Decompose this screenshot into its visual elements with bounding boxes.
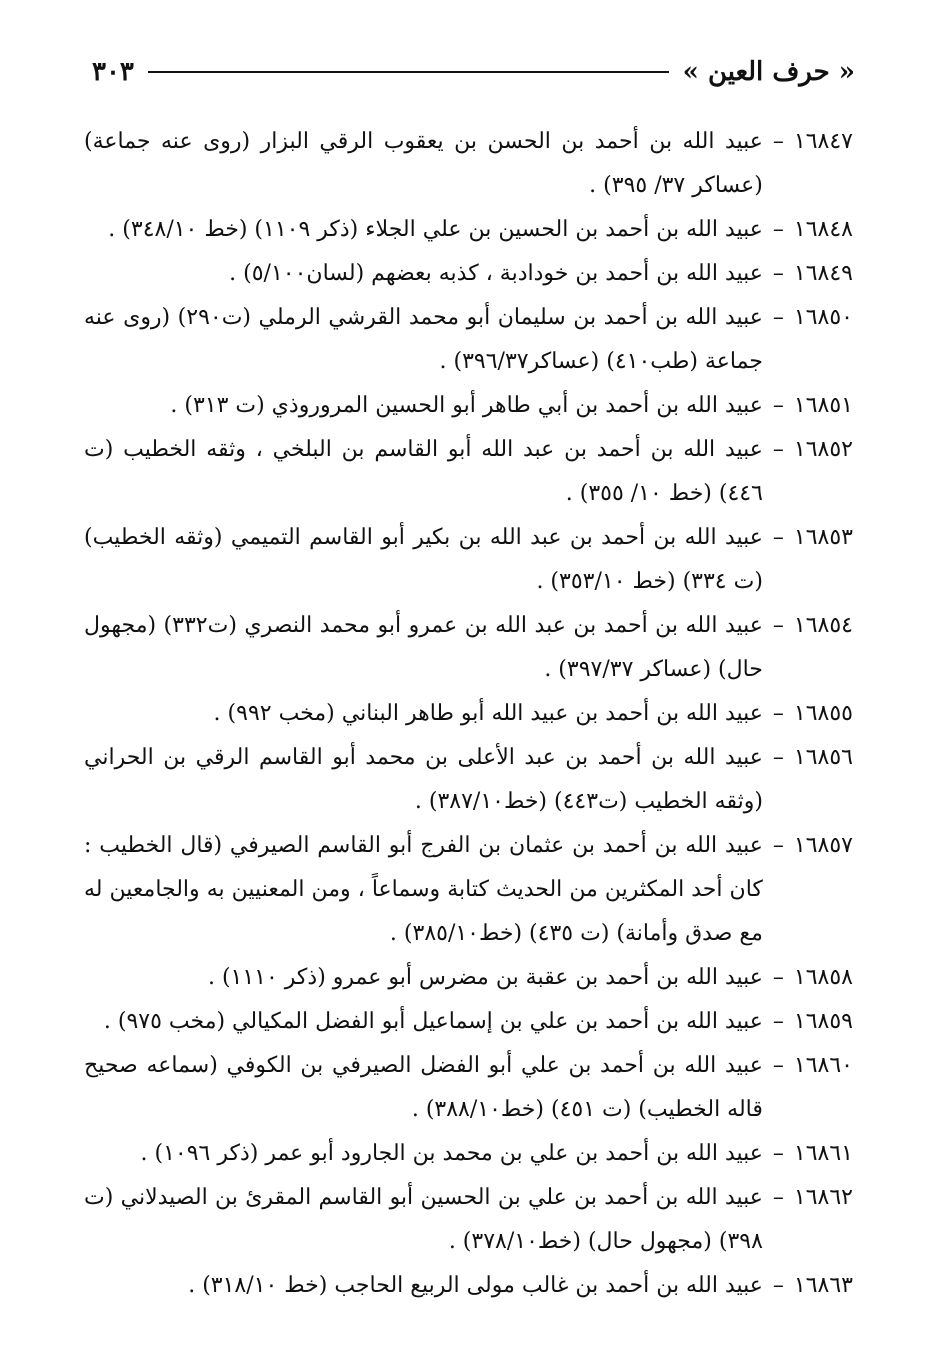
entry-dash: – [772, 745, 784, 770]
header-rule [148, 71, 669, 73]
entry-text: عبيد الله بن أحمد بن عبد الأعلى بن محمد أبو القاسم الرقي بن الحراني (وثقه الخطيب (ت٤٤٣) (خط٣٨٧/١٠) . [84, 745, 763, 814]
entry-item [84, 736, 853, 824]
entry-number: ١٦٨٦١ [793, 1141, 853, 1166]
entry-item [84, 692, 853, 736]
entry-number: ١٦٨٤٨ [793, 217, 853, 242]
entry-text: عبيد الله بن أحمد بن سليمان أبو محمد القرشي الرملي (ت٢٩٠) (روى عنه جماعة (طب٤١٠) (عساكر٣٩٦/٣٧) . [84, 305, 763, 374]
entry-number: ١٦٨٥٣ [793, 525, 853, 550]
entry-text: عبيد الله بن أحمد بن غالب مولى الربيع الحاجب (خط ٣١٨/١٠) . [188, 1273, 763, 1298]
entry-number: ١٦٨٥٥ [793, 701, 853, 726]
chapter-title: « حرف العين » [682, 57, 855, 87]
entry-dash: – [772, 833, 784, 858]
entry-text: عبيد الله بن أحمد بن عبد الله بن عمرو أبو محمد النصري (ت٣٣٢) (مجهول حال) (عساكر ٣٩٧/٣٧) . [84, 613, 763, 682]
entry-item [84, 384, 853, 428]
entry-item [84, 516, 853, 604]
entry-dash: – [772, 701, 784, 726]
entry-dash: – [772, 965, 784, 990]
entry-text: عبيد الله بن أحمد بن علي بن إسماعيل أبو الفضل المكيالي (مخب ٩٧٥) . [103, 1009, 763, 1034]
entry-text: عبيد الله بن أحمد بن عثمان بن الفرج أبو القاسم الصيرفي (قال الخطيب : كان أحد المكثرين من الحديث كتابة وسماعاً ، ومن المعنيين به والجامعين له مع صدق وأمانة) (ت ٤٣٥) (خط٣٨٥/١٠) . [84, 833, 763, 946]
entry-text: عبيد الله بن أحمد بن علي بن الحسين أبو القاسم المقرئ بن الصيدلاني (ت ٣٩٨) (مجهول حال) (خط٣٧٨/١٠) . [84, 1185, 763, 1254]
entry-item [84, 1264, 853, 1308]
entry-item [84, 1176, 853, 1264]
entry-dash: – [772, 129, 784, 154]
entry-item [84, 604, 853, 692]
entry-text: عبيد الله بن أحمد بن عبيد الله أبو طاهر البناني (مخب ٩٩٢) . [213, 701, 763, 726]
entry-text: عبيد الله بن أحمد بن عبد الله أبو القاسم بن البلخي ، وثقه الخطيب (ت ٤٤٦) (خط ١٠/ ٣٥٥) . [84, 437, 763, 506]
entry-number: ١٦٨٦٣ [793, 1273, 853, 1298]
entry-item [84, 428, 853, 516]
entry-dash: – [772, 1185, 784, 1210]
page-number: ٣٠٣ [92, 57, 134, 87]
entry-text: عبيد الله بن أحمد بن عقبة بن مضرس أبو عمرو (ذكر ١١١٠) . [207, 965, 763, 990]
entry-number: ١٦٨٥١ [793, 393, 853, 418]
entry-item [84, 1000, 853, 1044]
entry-text: عبيد الله بن أحمد بن خودادبة ، كذبه بعضهم (لسان٥/١٠٠) . [229, 261, 763, 286]
page-header [92, 52, 855, 92]
entry-text: عبيد الله بن أحمد بن الحسين بن علي الجلاء (ذكر ١١٠٩) (خط ٣٤٨/١٠) . [108, 217, 763, 242]
entry-dash: – [772, 1141, 784, 1166]
entry-dash: – [772, 217, 784, 242]
entry-number: ١٦٨٥٤ [793, 613, 853, 638]
entry-item [84, 1132, 853, 1176]
entry-number: ١٦٨٦٠ [793, 1053, 853, 1078]
entry-dash: – [772, 305, 784, 330]
entry-item [84, 252, 853, 296]
entry-item [84, 824, 853, 956]
entry-dash: – [772, 613, 784, 638]
entry-dash: – [772, 437, 784, 462]
entry-item [84, 208, 853, 252]
entry-text: عبيد الله بن أحمد بن عبد الله بن بكير أبو القاسم التميمي (وثقه الخطيب) (ت ٣٣٤) (خط ٣٥٣/١٠) . [84, 525, 763, 594]
entry-number: ١٦٨٦٢ [793, 1185, 853, 1210]
entry-dash: – [772, 393, 784, 418]
entry-number: ١٦٨٥٢ [793, 437, 853, 462]
entry-dash: – [772, 1273, 784, 1298]
entry-dash: – [772, 261, 784, 286]
entry-item [84, 120, 853, 208]
entry-dash: – [772, 525, 784, 550]
entry-number: ١٦٨٥٦ [793, 745, 853, 770]
entry-text: عبيد الله بن أحمد بن الحسن بن يعقوب الرقي البزار (روى عنه جماعة) (عساكر ٣٧/ ٣٩٥) . [84, 129, 763, 198]
entry-list [84, 120, 853, 1308]
entry-number: ١٦٨٥٠ [793, 305, 853, 330]
entry-dash: – [772, 1009, 784, 1034]
entry-number: ١٦٨٥٩ [793, 1009, 853, 1034]
entry-item [84, 296, 853, 384]
entry-item [84, 956, 853, 1000]
entry-dash: – [772, 1053, 784, 1078]
entry-number: ١٦٨٤٩ [793, 261, 853, 286]
entry-text: عبيد الله بن أحمد بن علي أبو الفضل الصيرفي بن الكوفي (سماعه صحيح قاله الخطيب) (ت ٤٥١) (خط٣٨٨/١٠) . [84, 1053, 763, 1122]
entry-number: ١٦٨٤٧ [793, 129, 853, 154]
entry-text: عبيد الله بن أحمد بن أبي طاهر أبو الحسين المروروذي (ت ٣١٣) . [170, 393, 763, 418]
entry-number: ١٦٨٥٧ [793, 833, 853, 858]
entry-number: ١٦٨٥٨ [793, 965, 853, 990]
entry-text: عبيد الله بن أحمد بن علي بن محمد بن الجارود أبو عمر (ذكر ١٠٩٦) . [140, 1141, 763, 1166]
entry-item [84, 1044, 853, 1132]
